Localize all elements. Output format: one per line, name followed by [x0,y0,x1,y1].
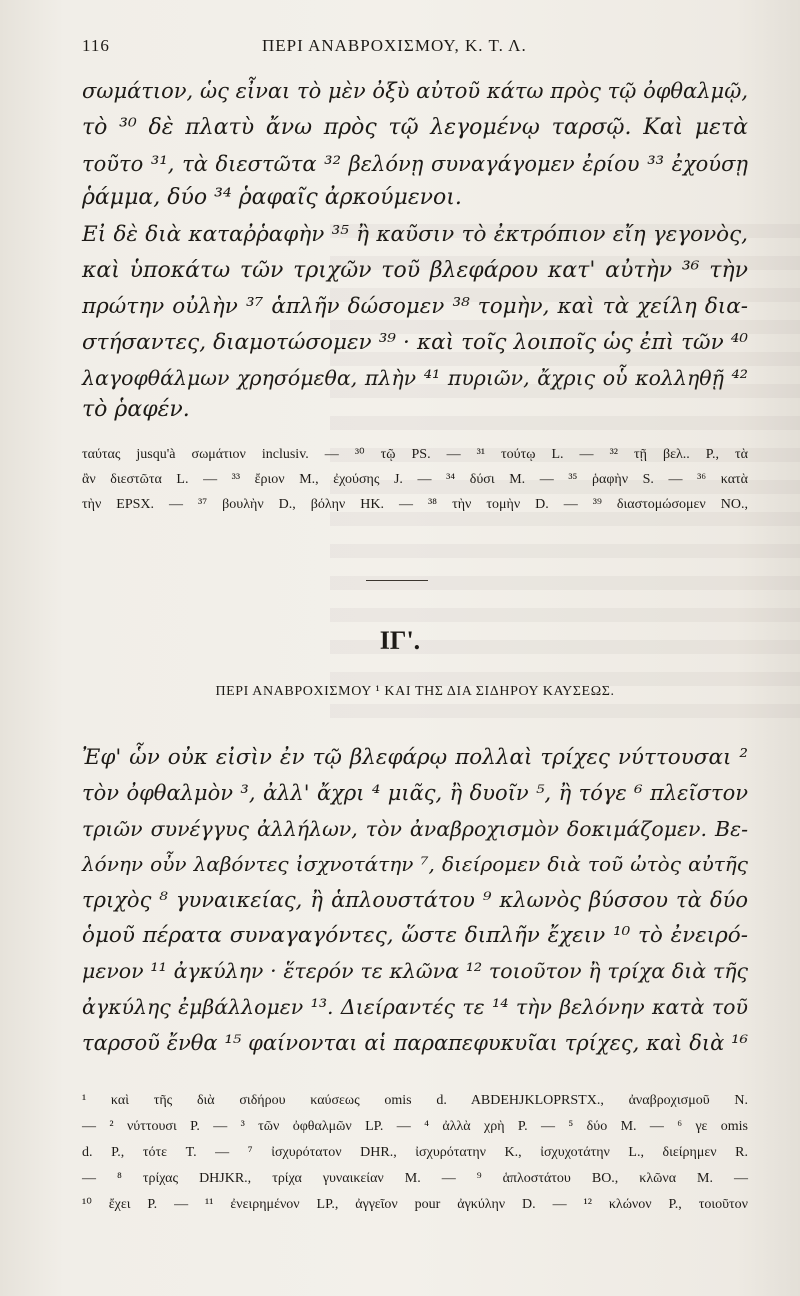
body-line: τοῦτο ³¹, τὰ διεστῶτα ³² βελόνῃ συναγάγομεν ἐρίου ³³ ἐχούσῃ [82,152,748,176]
footnote-line: ταύτας jusqu'à σωμάτιον inclusiv. — ³⁰ τῷ PS. — ³¹ τούτῳ L. — ³² τῇ βελ.. P., τὰ [82,447,748,462]
section-divider [366,580,428,581]
running-header [82,36,748,62]
body-line: τριχὸς ⁸ γυναικείας, ἢ ἁπλουστάτου ⁹ κλωνὸς βύσσου τὰ δύο [82,888,748,912]
body-line: καὶ ὑποκάτω τῶν τριχῶν τοῦ βλεφάρου κατ' αὐτὴν ³⁶ τὴν [82,258,748,283]
body-line: ὁμοῦ πέρατα συναγαγόντες, ὥστε διπλῆν ἔχειν ¹⁰ τὸ ἐνειρό- [82,923,748,948]
footnote-line: d. P., τότε T. — ⁷ ἰσχυρότατον DHR., ἰσχυρότατην K., ἰσχυχοτάτην L., διείρημεν R. [82,1145,748,1160]
footnote-line: ¹⁰ ἔχει P. — ¹¹ ἐνειρημένον LP., ἀγγεῖον pour ἀγκύλην D. — ¹² κλώνον P., τοιοῦτον [82,1197,748,1212]
body-line: στήσαντες, διαμοτώσομεν ³⁹ · καὶ τοῖς λοιποῖς ὡς ἐπὶ τῶν ⁴⁰ [82,330,748,355]
body-line: τὸν ὀφθαλμὸν ³, ἀλλ' ἄχρι ⁴ μιᾶς, ἢ δυοῖν ⁵, ἢ τόγε ⁶ πλεῖστον [82,781,748,805]
page-number: 116 [82,36,110,55]
running-title: ΠΕΡΙ ΑΝΑΒΡΟΧΙΣΜΟΥ, Κ. Τ. Λ. [262,36,527,55]
body-line: Εἰ δὲ διὰ καταῤῥαφὴν ³⁵ ἢ καῦσιν τὸ ἐκτρόπιον εἴη γεγονὸς, [82,222,748,247]
body-line: λόνην οὖν λαβόντες ἰσχνοτάτην ⁷, διείρομεν διὰ τοῦ ὠτὸς αὐτῆς [82,852,748,876]
body-line: ῥάμμα, δύο ³⁴ ῥαφαῖς ἀρκούμενοι. [82,185,462,210]
section-title: ΠΕΡΙ ΑΝΑΒΡΟΧΙΣΜΟΥ ¹ ΚΑΙ ΤΗΣ ΔΙΑ ΣΙΔΗΡΟΥ ΚΑΥΣΕΩΣ. [215,684,615,699]
footnote-line: ¹ καὶ τῆς διὰ σιδήρου καύσεως omis d. ABDEHJKLOPRSTX., ἀναβροχισμοῦ N. [82,1093,748,1108]
body-line: πρώτην οὐλὴν ³⁷ ἁπλῆν δώσομεν ³⁸ τομὴν, καὶ τὰ χείλη δια- [82,294,748,319]
section-number: ΙΓ'. [379,626,421,655]
footnote-line: ἂν διεστῶτα L. — ³³ ἔριον M., ἐχούσης J. — ³⁴ δύσι M. — ³⁵ ῥαφὴν S. — ³⁶ κατὰ [82,472,748,487]
body-line: τὸ ³⁰ δὲ πλατὺ ἄνω πρὸς τῷ λεγομένῳ ταρσῷ. Καὶ μετὰ [82,115,748,140]
footnote-line: — ² νύττουσι P. — ³ τῶν ὀφθαλμῶν LP. — ⁴ ἀλλὰ χρὴ P. — ⁵ δύο M. — ⁶ γε omis [82,1119,748,1134]
body-line: μενον ¹¹ ἀγκύλην · ἕτερόν τε κλῶνα ¹² τοιοῦτον ἢ τρίχα διὰ τῆς [82,959,748,983]
body-line: σωμάτιον, ὡς εἶναι τὸ μὲν ὀξὺ αὐτοῦ κάτω πρὸς τῷ ὀφθαλμῷ, [82,79,748,103]
body-line: λαγοφθάλμων χρησόμεθα, πλὴν ⁴¹ πυριῶν, ἄχρις οὗ κολληθῇ ⁴² [82,366,748,390]
footnote-line: τὴν EPSX. — ³⁷ βουλὴν D., βόλην HK. — ³⁸ τὴν τομὴν D. — ³⁹ διαστομώσομεν NO., [82,497,748,512]
footnote-line: — ⁸ τρίχας DHJKR., τρίχα γυναικείαν M. — ⁹ ἁπλοστάτου BO., κλῶνα M. — [82,1171,748,1186]
body-line: τὸ ῥαφέν. [82,397,190,422]
body-line: ἀγκύλης ἐμβάλλομεν ¹³. Διείραντές τε ¹⁴ τὴν βελόνην κατὰ τοῦ [82,995,748,1019]
body-line: ταρσοῦ ἔνθα ¹⁵ φαίνονται αἱ παραπεφυκυῖαι τρίχες, καὶ διὰ ¹⁶ [82,1031,748,1055]
body-line: Ἐφ' ὧν οὐκ εἰσὶν ἐν τῷ βλεφάρῳ πολλαὶ τρίχες νύττουσαι ² [82,745,748,770]
body-line: τριῶν συνέγγυς ἀλλήλων, τὸν ἀναβροχισμὸν δοκιμάζομεν. Βε- [82,817,748,841]
